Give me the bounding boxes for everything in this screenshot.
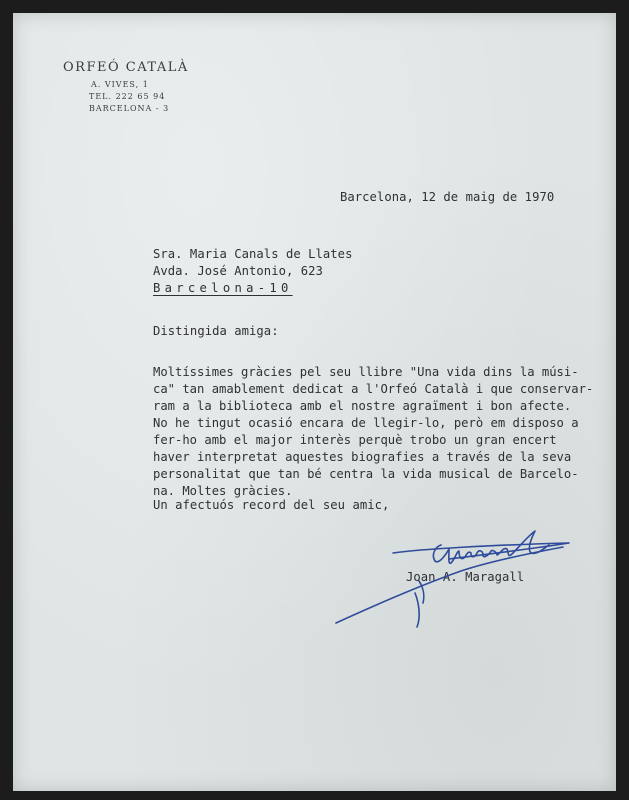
body-line: fer-ho amb el major interès perquè trobo un gran encert	[153, 433, 557, 447]
letter-date: Barcelona, 12 de maig de 1970	[340, 190, 555, 204]
handwritten-signature	[331, 523, 581, 633]
letterhead-address: A. VIVES, 1	[91, 80, 149, 89]
body-line: haver interpretat aquestes biografies a través de la seva	[153, 450, 572, 464]
body-line: ca" tan amablement dedicat a l'Orfeó Català i que conservar-	[153, 382, 594, 396]
letterhead-phone: TEL. 222 65 94	[89, 92, 166, 101]
letterhead-city: BARCELONA - 3	[89, 104, 170, 113]
recipient-city: Barcelona-10	[153, 281, 293, 295]
recipient-street: Avda. José Antonio, 623	[153, 264, 323, 278]
letterhead-organization: ORFEÓ CATALÀ	[63, 60, 189, 75]
body-line: Moltíssimes gràcies pel seu llibre "Una vida dins la músi-	[153, 365, 579, 379]
letter-paper	[13, 13, 616, 791]
body-line: personalitat que tan bé centra la vida musical de Barcelo-	[153, 467, 579, 481]
salutation: Distingida amiga:	[153, 324, 279, 338]
recipient-name: Sra. Maria Canals de Llates	[153, 247, 353, 261]
body-line: na. Moltes gràcies.	[153, 484, 293, 498]
body-line: ram a la biblioteca amb el nostre agraïment i bon afecte.	[153, 399, 572, 413]
closing: Un afectuós record del seu amic,	[153, 498, 390, 512]
signer-name: Joan A. Maragall	[406, 570, 525, 584]
body-line: No he tingut ocasió encara de llegir-lo, però em disposo a	[153, 416, 579, 430]
